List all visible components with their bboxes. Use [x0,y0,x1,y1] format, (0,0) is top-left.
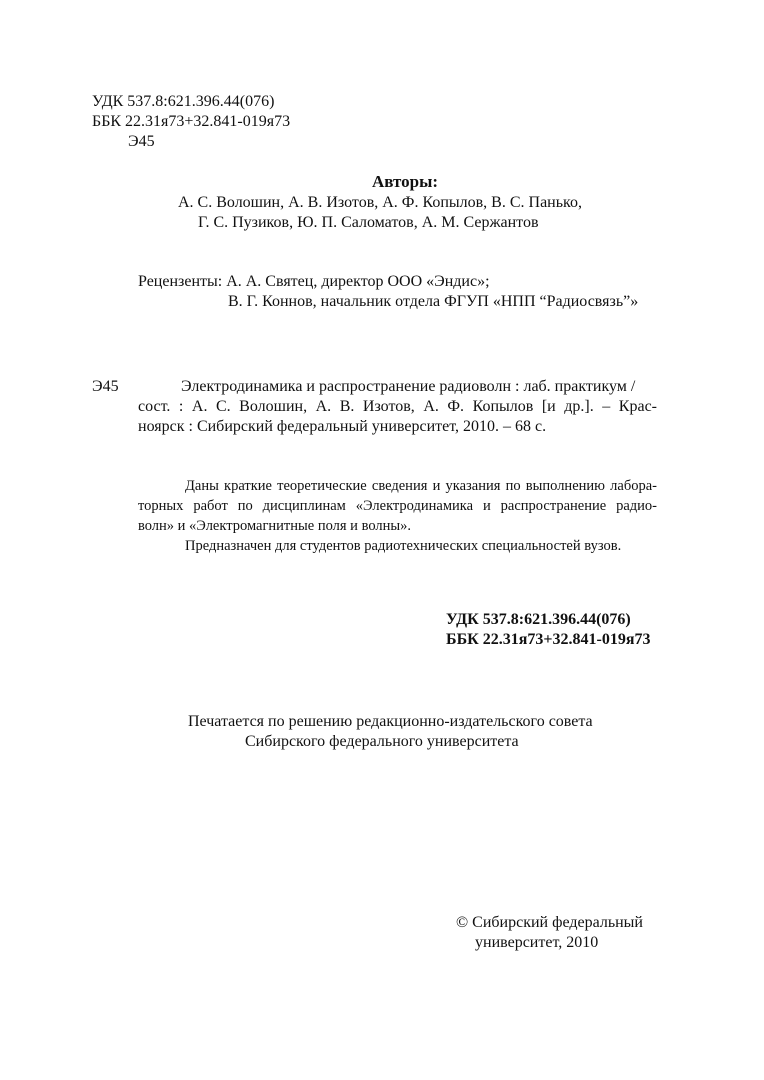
authors-line-1: А. С. Волошин, А. В. Изотов, А. Ф. Копылов, В. С. Панько, [178,194,582,211]
code-top: Э45 [128,133,155,150]
bbk-bottom: ББК 22.31я73+32.841-019я73 [446,631,651,648]
bbk-top: ББК 22.31я73+32.841-019я73 [92,113,291,130]
abstract-line-2: торных работ по дисциплинам «Электродинамика и распространение радио- [138,498,657,514]
publication-note-2: Сибирского федерального университета [245,733,519,750]
biblio-line-2: сост. : А. С. Волошин, А. В. Изотов, А. Ф. Копылов [и др.]. – Крас- [138,398,657,415]
abstract-line-3: волн» и «Электромагнитные поля и волны». [138,518,411,534]
authors-heading: Авторы: [372,172,439,191]
udk-bottom: УДК 537.8:621.396.44(076) [446,611,631,628]
biblio-line-1: Электродинамика и распространение радиоволн : лаб. практикум / [181,378,636,395]
copyright-line-2: университет, 2010 [475,934,599,951]
abstract-line-1: Даны краткие теоретические сведения и указания по выполнению лабора- [185,478,657,494]
reviewer-2: В. Г. Коннов, начальник отдела ФГУП «НПП “Радиосвязь”» [228,293,639,310]
abstract-line-4: Предназначен для студентов радиотехнических специальностей вузов. [185,538,622,554]
copyright-line-1: © Сибирский федеральный [456,914,643,931]
authors-line-2: Г. С. Пузиков, Ю. П. Саломатов, А. М. Сержантов [198,214,539,231]
biblio-code: Э45 [92,378,119,395]
udk-top: УДК 537.8:621.396.44(076) [92,93,275,110]
reviewer-1: Рецензенты: А. А. Святец, директор ООО «Эндис»; [138,273,490,290]
publication-note-1: Печатается по решению редакционно-издательского совета [188,713,593,730]
biblio-line-3: ноярск : Сибирский федеральный университет, 2010. – 68 с. [138,418,547,435]
